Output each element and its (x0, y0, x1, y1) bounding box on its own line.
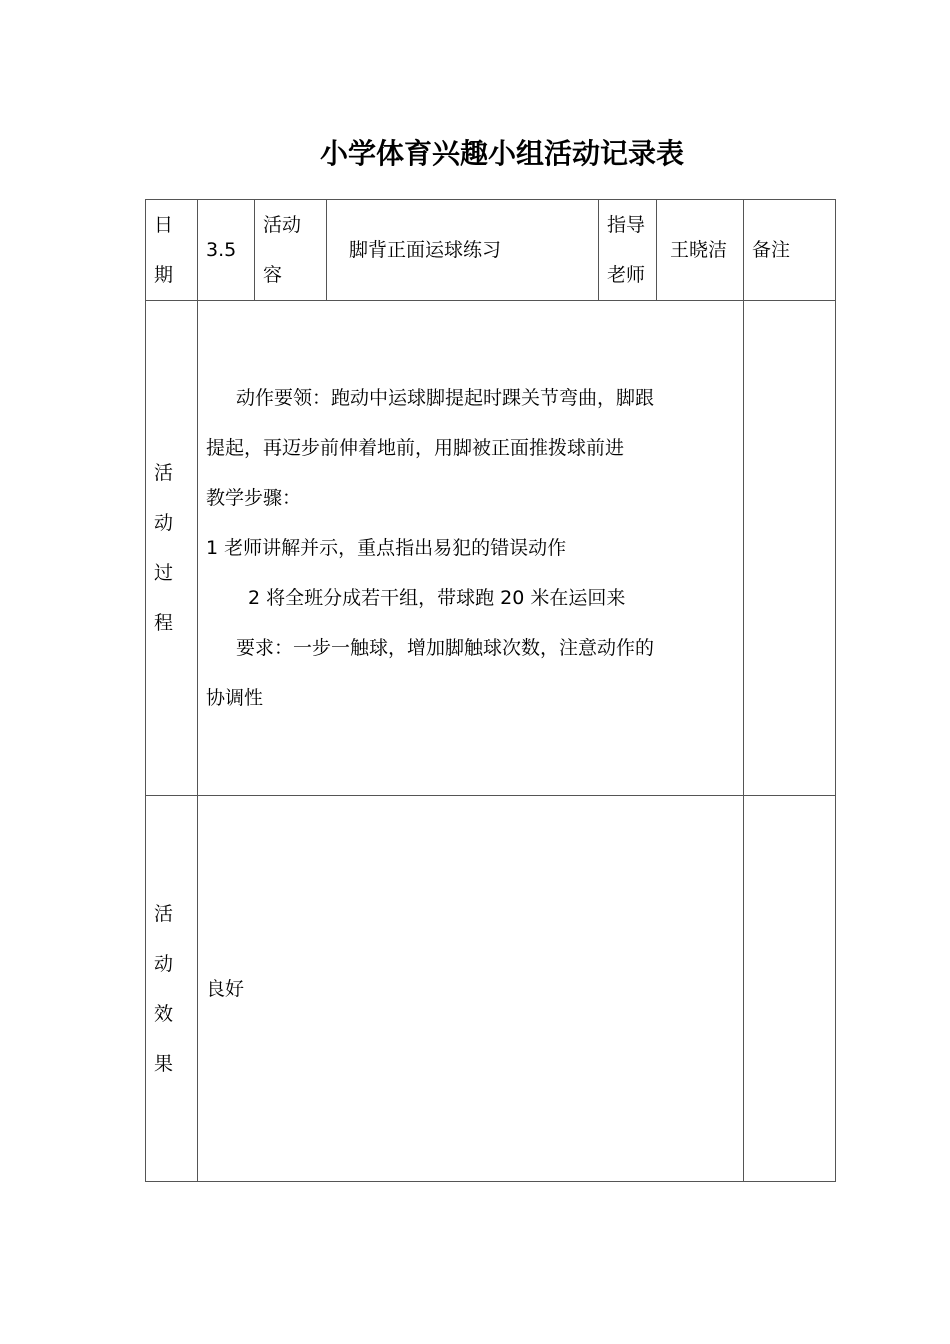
process-line: 教学步骤： (206, 487, 302, 509)
activity-effect-label: 活 动 效 果 (146, 796, 198, 1182)
date-value: 3.5 (198, 200, 255, 301)
date-label: 日 期 (146, 200, 198, 301)
process-line: 1 老师讲解并示，重点指出易犯的错误动作 (206, 537, 567, 559)
remarks-label: 备注 (744, 200, 836, 301)
process-line: 2 将全班分成若干组，带球跑 20 米在运回来 (248, 587, 626, 609)
process-remarks-cell (744, 301, 836, 796)
page-title: 小学体育兴趣小组活动记录表 (319, 137, 684, 170)
activity-record-table (145, 199, 836, 1182)
activity-process-label: 活 动 过 程 (146, 301, 198, 796)
teacher-name: 王晓洁 (657, 200, 744, 301)
activity-process-content (198, 301, 744, 796)
process-line: 要求：一步一触球，增加脚触球次数，注意动作的 (236, 637, 655, 659)
activity-effect-value: 良好 (198, 796, 744, 1182)
effect-row (146, 796, 836, 1182)
activity-content-value: 脚背正面运球练习 (327, 200, 599, 301)
process-line: 协调性 (206, 687, 264, 709)
teacher-label: 指导 老师 (599, 200, 657, 301)
process-row (146, 301, 836, 796)
effect-remarks-cell (744, 796, 836, 1182)
header-row (146, 200, 836, 301)
activity-content-label: 活动 容 (255, 200, 327, 301)
process-line: 提起，再迈步前伸着地前，用脚被正面推拨球前进 (206, 437, 625, 459)
process-line: 动作要领：跑动中运球脚提起时踝关节弯曲，脚跟 (236, 387, 655, 409)
